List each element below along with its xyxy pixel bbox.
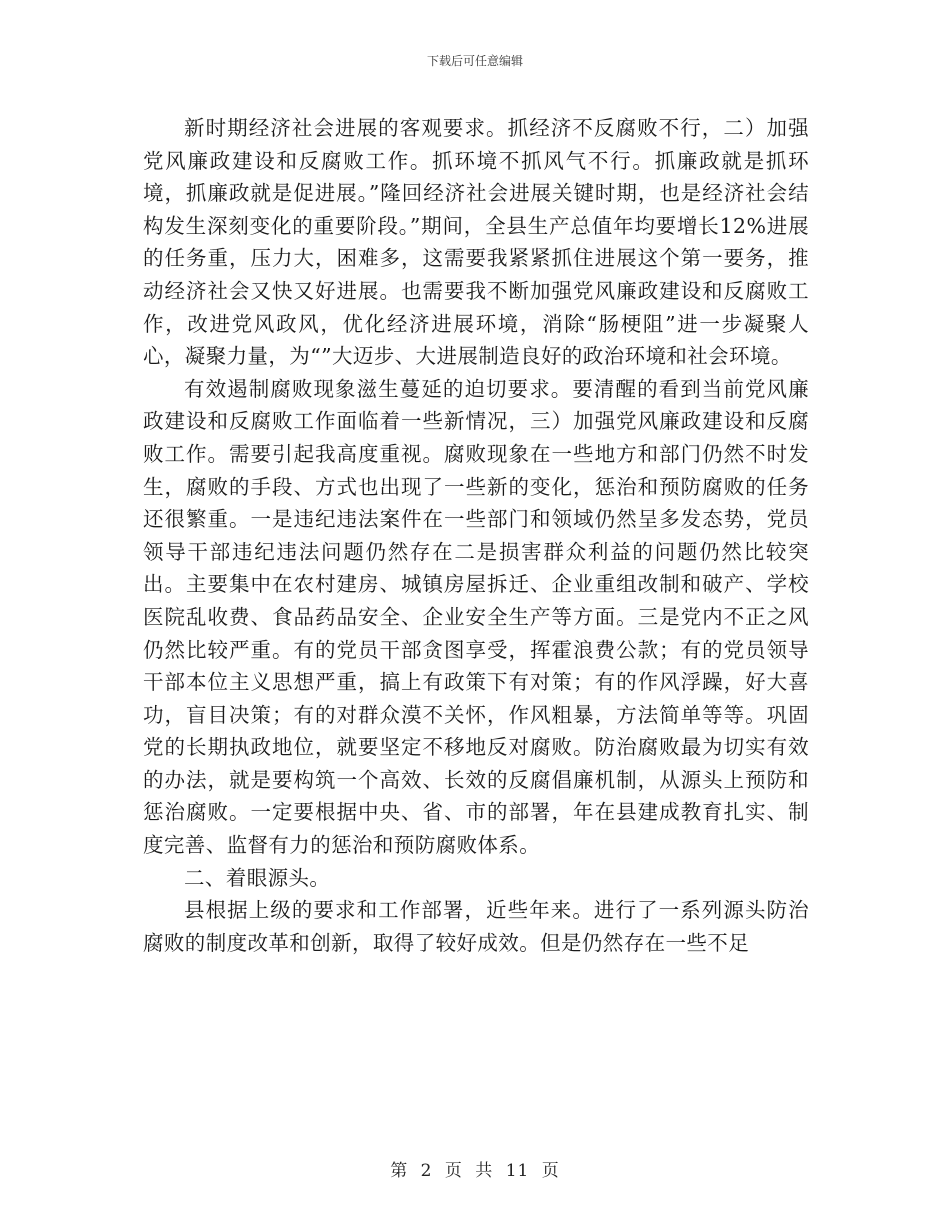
page-header: 下载后可任意编辑	[426, 54, 523, 68]
section-heading: 二、着眼源头。	[184, 865, 331, 890]
paragraph-1: 新时期经济社会进展的客观要求。抓经济不反腐败不行，二）加强党风廉政建设和反腐败工作。抓环境不抓风气不行。抓廉政就是抓环境，抓廉政就是促进展。”隆回经济社会进展关键时期，也是经济社会结构发生深刻变化的重要阶段。”期间，全县生产总值年均要增长12%进展的任务重，压力大，困难多，这需要我紧紧抓住进展这个第一要务，推动经济社会又快又好进展。也需要我不断加强党风廉政建设和反腐败工作，改进党风政风，优化经济进展环境，消除“肠梗阻”进一步凝聚人心，凝聚力量，为“”大迈步、大进展制造良好的政治环境和社会环境。	[143, 116, 809, 369]
paragraph-2: 有效遏制腐败现象滋生蔓延的迫切要求。要清醒的看到当前党风廉政建设和反腐败工作面临着一些新情况，三）加强党风廉政建设和反腐败工作。需要引起我高度重视。腐败现象在一些地方和部门仍然不时发生，腐败的手段、方式也出现了一些新的变化，惩治和预防腐败的任务还很繁重。一是违纪违法案件在一些部门和领域仍然呈多发态势，党员领导干部违纪违法问题仍然存在二是损害群众利益的问题仍然比较突出。主要集中在农村建房、城镇房屋拆迁、企业重组改制和破产、学校医院乱收费、食品药品安全、企业安全生产等方面。三是党内不正之风仍然比较严重。有的党员干部贪图享受，挥霍浪费公款；有的党员领导干部本位主义思想严重，搞上有政策下有对策；有的作风浮躁，好大喜功，盲目决策；有的对群众漠不关怀，作风粗暴，方法简单等等。巩固党的长期执政地位，就要坚定不移地反对腐败。防治腐败最为切实有效的办法，就是要构筑一个高效、长效的反腐倡廉机制，从源头上预防和惩治腐败。一定要根据中央、省、市的部署，年在县建成教育扎实、制度完善、监督有力的惩治和预防腐败体系。	[143, 376, 809, 858]
paragraph-3: 县根据上级的要求和工作部署，近些年来。进行了一系列源头防治腐败的制度改革和创新，取得了较好成效。但是仍然存在一些不足	[143, 898, 809, 955]
body-text	[143, 112, 809, 959]
page-footer: 第 2 页 共 11 页	[390, 1161, 560, 1181]
